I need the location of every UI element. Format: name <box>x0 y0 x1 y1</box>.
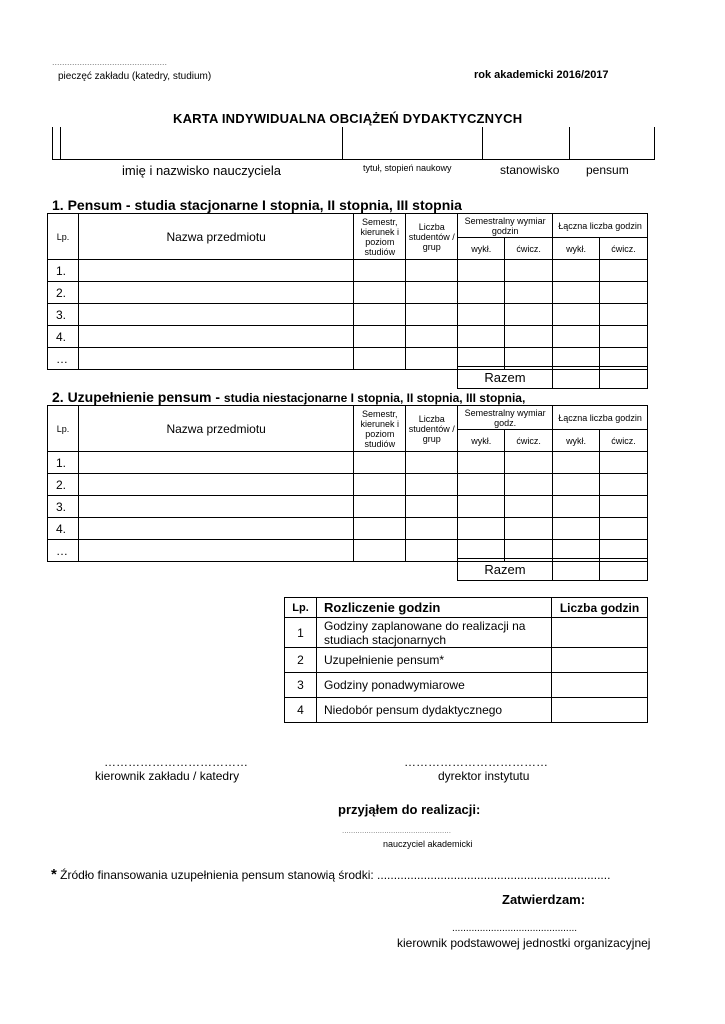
stamp-label: pieczęć zakładu (katedry, studium) <box>58 71 212 82</box>
section1-heading: 1. Pensum - studia stacjonarne I stopnia, II stopnia, III stopnia <box>52 197 462 213</box>
settlement-row-label: Godziny ponadwymiarowe <box>317 673 552 698</box>
cell[interactable] <box>458 474 505 496</box>
total-label: Razem <box>458 559 553 581</box>
row-number: 1. <box>48 452 79 474</box>
cell[interactable] <box>505 518 553 540</box>
name-label: imię i nazwisko nauczyciela <box>122 163 281 178</box>
subject-cell[interactable] <box>78 326 353 348</box>
cell[interactable] <box>553 326 600 348</box>
footnote-text: Źródło finansowania uzupełnienia pensum stanowią środki: ...................................................................... <box>56 868 611 882</box>
col-exercise-total: ćwicz. <box>600 238 648 260</box>
cell[interactable] <box>458 518 505 540</box>
cell[interactable] <box>505 496 553 518</box>
teacher-signature-label: nauczyciel akademicki <box>383 839 473 849</box>
section2-heading <box>52 389 525 405</box>
cell[interactable] <box>600 260 648 282</box>
person-box-divider <box>60 127 61 160</box>
settlement-row-label: Uzupełnienie pensum* <box>317 648 552 673</box>
row-number: 3. <box>48 304 79 326</box>
settlement-col-lp: Lp. <box>285 598 317 618</box>
settlement-row-number: 2 <box>285 648 317 673</box>
cell[interactable] <box>406 348 458 370</box>
col-lecture-total: wykł. <box>553 430 600 452</box>
col-lecture-total: wykł. <box>553 238 600 260</box>
row-number: 4. <box>48 326 79 348</box>
cell[interactable] <box>553 304 600 326</box>
teacher-signature-dots[interactable]: ................................................. <box>342 826 451 835</box>
col-exercise-total: ćwicz. <box>600 430 648 452</box>
cell[interactable] <box>354 260 406 282</box>
settlement-row-number: 3 <box>285 673 317 698</box>
cell[interactable] <box>406 282 458 304</box>
cell[interactable] <box>406 518 458 540</box>
cell[interactable] <box>600 304 648 326</box>
cell[interactable] <box>505 326 553 348</box>
col-subject: Nazwa przedmiotu <box>78 214 353 260</box>
subject-cell[interactable] <box>78 282 353 304</box>
col-lecture: wykł. <box>458 238 505 260</box>
degree-label: tytuł, stopień naukowy <box>363 163 452 173</box>
subject-cell[interactable] <box>78 518 353 540</box>
accepted-label: przyjąłem do realizacji: <box>338 802 481 817</box>
col-semester-hours: Semestralny wymiar godz. <box>458 406 553 430</box>
col-semester-hours: Semestralny wymiar godzin <box>458 214 553 238</box>
cell[interactable] <box>505 282 553 304</box>
col-total-hours: Łączna liczba godzin <box>553 214 648 238</box>
subject-cell[interactable] <box>78 260 353 282</box>
person-box-divider <box>482 127 483 160</box>
cell[interactable] <box>600 496 648 518</box>
total-exercise-cell[interactable] <box>600 559 648 581</box>
subject-cell[interactable] <box>78 474 353 496</box>
col-lecture: wykł. <box>458 430 505 452</box>
cell[interactable] <box>553 474 600 496</box>
settlement-hours-cell[interactable] <box>552 648 648 673</box>
approve-label: Zatwierdzam: <box>502 892 586 907</box>
position-label: stanowisko <box>500 163 560 177</box>
approve-signature-dots[interactable]: ............................................. <box>452 923 578 934</box>
subject-cell[interactable] <box>78 304 353 326</box>
cell[interactable] <box>458 326 505 348</box>
row-number: … <box>48 348 79 370</box>
settlement-row-label: Godziny zaplanowane do realizacji na studiach stacjonarnych <box>317 618 552 648</box>
row-number: 3. <box>48 496 79 518</box>
head-signature-dots[interactable]: ……………………………… <box>104 755 248 769</box>
director-signature-dots[interactable]: ……………………………… <box>404 755 548 769</box>
settlement-row-label: Niedobór pensum dydaktycznego <box>317 698 552 723</box>
person-box-divider <box>52 127 53 160</box>
settlement-row-number: 4 <box>285 698 317 723</box>
cell[interactable] <box>406 260 458 282</box>
col-semester: Semestr, kierunek i poziom studiów <box>354 406 406 452</box>
approve-signature-label: kierownik podstawowej jednostki organizacyjnej <box>397 936 651 950</box>
cell[interactable] <box>505 474 553 496</box>
subject-cell[interactable] <box>78 540 353 562</box>
cell[interactable] <box>553 260 600 282</box>
total-label: Razem <box>458 367 553 389</box>
section2-heading-rest: studia niestacjonarne I stopnia, II stopnia, III stopnia, <box>223 391 526 405</box>
section1-table <box>47 213 648 370</box>
cell[interactable] <box>458 260 505 282</box>
subject-cell[interactable] <box>78 452 353 474</box>
col-exercise: ćwicz. <box>505 430 553 452</box>
subject-cell[interactable] <box>78 348 353 370</box>
cell[interactable] <box>354 304 406 326</box>
cell[interactable] <box>354 282 406 304</box>
cell[interactable] <box>553 452 600 474</box>
cell[interactable] <box>600 326 648 348</box>
funding-footnote <box>51 866 610 883</box>
cell[interactable] <box>553 282 600 304</box>
row-number: 2. <box>48 282 79 304</box>
cell[interactable] <box>354 496 406 518</box>
settlement-hours-cell[interactable] <box>552 698 648 723</box>
cell[interactable] <box>354 518 406 540</box>
cell[interactable] <box>458 304 505 326</box>
person-box-divider <box>569 127 570 160</box>
settlement-row-number: 1 <box>285 618 317 648</box>
col-exercise: ćwicz. <box>505 238 553 260</box>
cell[interactable] <box>505 304 553 326</box>
cell[interactable] <box>406 304 458 326</box>
col-lp: Lp. <box>48 214 79 260</box>
cell[interactable] <box>406 540 458 562</box>
settlement-hours-cell[interactable] <box>552 618 648 648</box>
settlement-hours-cell[interactable] <box>552 673 648 698</box>
row-number: … <box>48 540 79 562</box>
cell[interactable] <box>406 474 458 496</box>
page-title: KARTA INDYWIDUALNA OBCIĄŻEŃ DYDAKTYCZNYCH <box>173 111 523 126</box>
row-number: 1. <box>48 260 79 282</box>
cell[interactable] <box>406 452 458 474</box>
col-students: Liczba studentów / grup <box>406 406 458 452</box>
cell[interactable] <box>354 540 406 562</box>
cell[interactable] <box>406 496 458 518</box>
head-signature-label: kierownik zakładu / katedry <box>95 769 240 783</box>
total-exercise-cell[interactable] <box>600 367 648 389</box>
cell[interactable] <box>600 452 648 474</box>
cell[interactable] <box>600 474 648 496</box>
col-lp: Lp. <box>48 406 79 452</box>
footnote-star: * <box>51 866 57 883</box>
academic-year: rok akademicki 2016/2017 <box>474 69 609 81</box>
director-signature-label: dyrektor instytutu <box>438 769 530 783</box>
subject-cell[interactable] <box>78 496 353 518</box>
cell[interactable] <box>354 452 406 474</box>
section2-total-table <box>457 558 648 581</box>
row-number: 4. <box>48 518 79 540</box>
stamp-dots: .............................................. <box>52 57 168 67</box>
col-total-hours: Łączna liczba godzin <box>553 406 648 430</box>
col-students: Liczba studentów / grup <box>406 214 458 260</box>
section1-total-table <box>457 366 648 389</box>
section2-heading-bold: 2. Uzupełnienie pensum - <box>52 389 224 405</box>
cell[interactable] <box>354 474 406 496</box>
person-info-box[interactable] <box>52 127 655 160</box>
cell[interactable] <box>600 518 648 540</box>
section2-table <box>47 405 648 562</box>
cell[interactable] <box>458 452 505 474</box>
cell[interactable] <box>505 260 553 282</box>
col-semester: Semestr, kierunek i poziom studiów <box>354 214 406 260</box>
settlement-col-title: Rozliczenie godzin <box>317 598 552 618</box>
settlement-table <box>284 597 648 723</box>
cell[interactable] <box>458 496 505 518</box>
cell[interactable] <box>354 326 406 348</box>
cell[interactable] <box>553 518 600 540</box>
cell[interactable] <box>406 326 458 348</box>
cell[interactable] <box>600 282 648 304</box>
col-subject: Nazwa przedmiotu <box>78 406 353 452</box>
cell[interactable] <box>553 496 600 518</box>
total-lecture-cell[interactable] <box>553 559 600 581</box>
cell[interactable] <box>505 452 553 474</box>
settlement-col-hours: Liczba godzin <box>552 598 648 618</box>
person-box-divider <box>342 127 343 160</box>
cell[interactable] <box>354 348 406 370</box>
pensum-label: pensum <box>586 163 629 177</box>
cell[interactable] <box>458 282 505 304</box>
total-lecture-cell[interactable] <box>553 367 600 389</box>
row-number: 2. <box>48 474 79 496</box>
